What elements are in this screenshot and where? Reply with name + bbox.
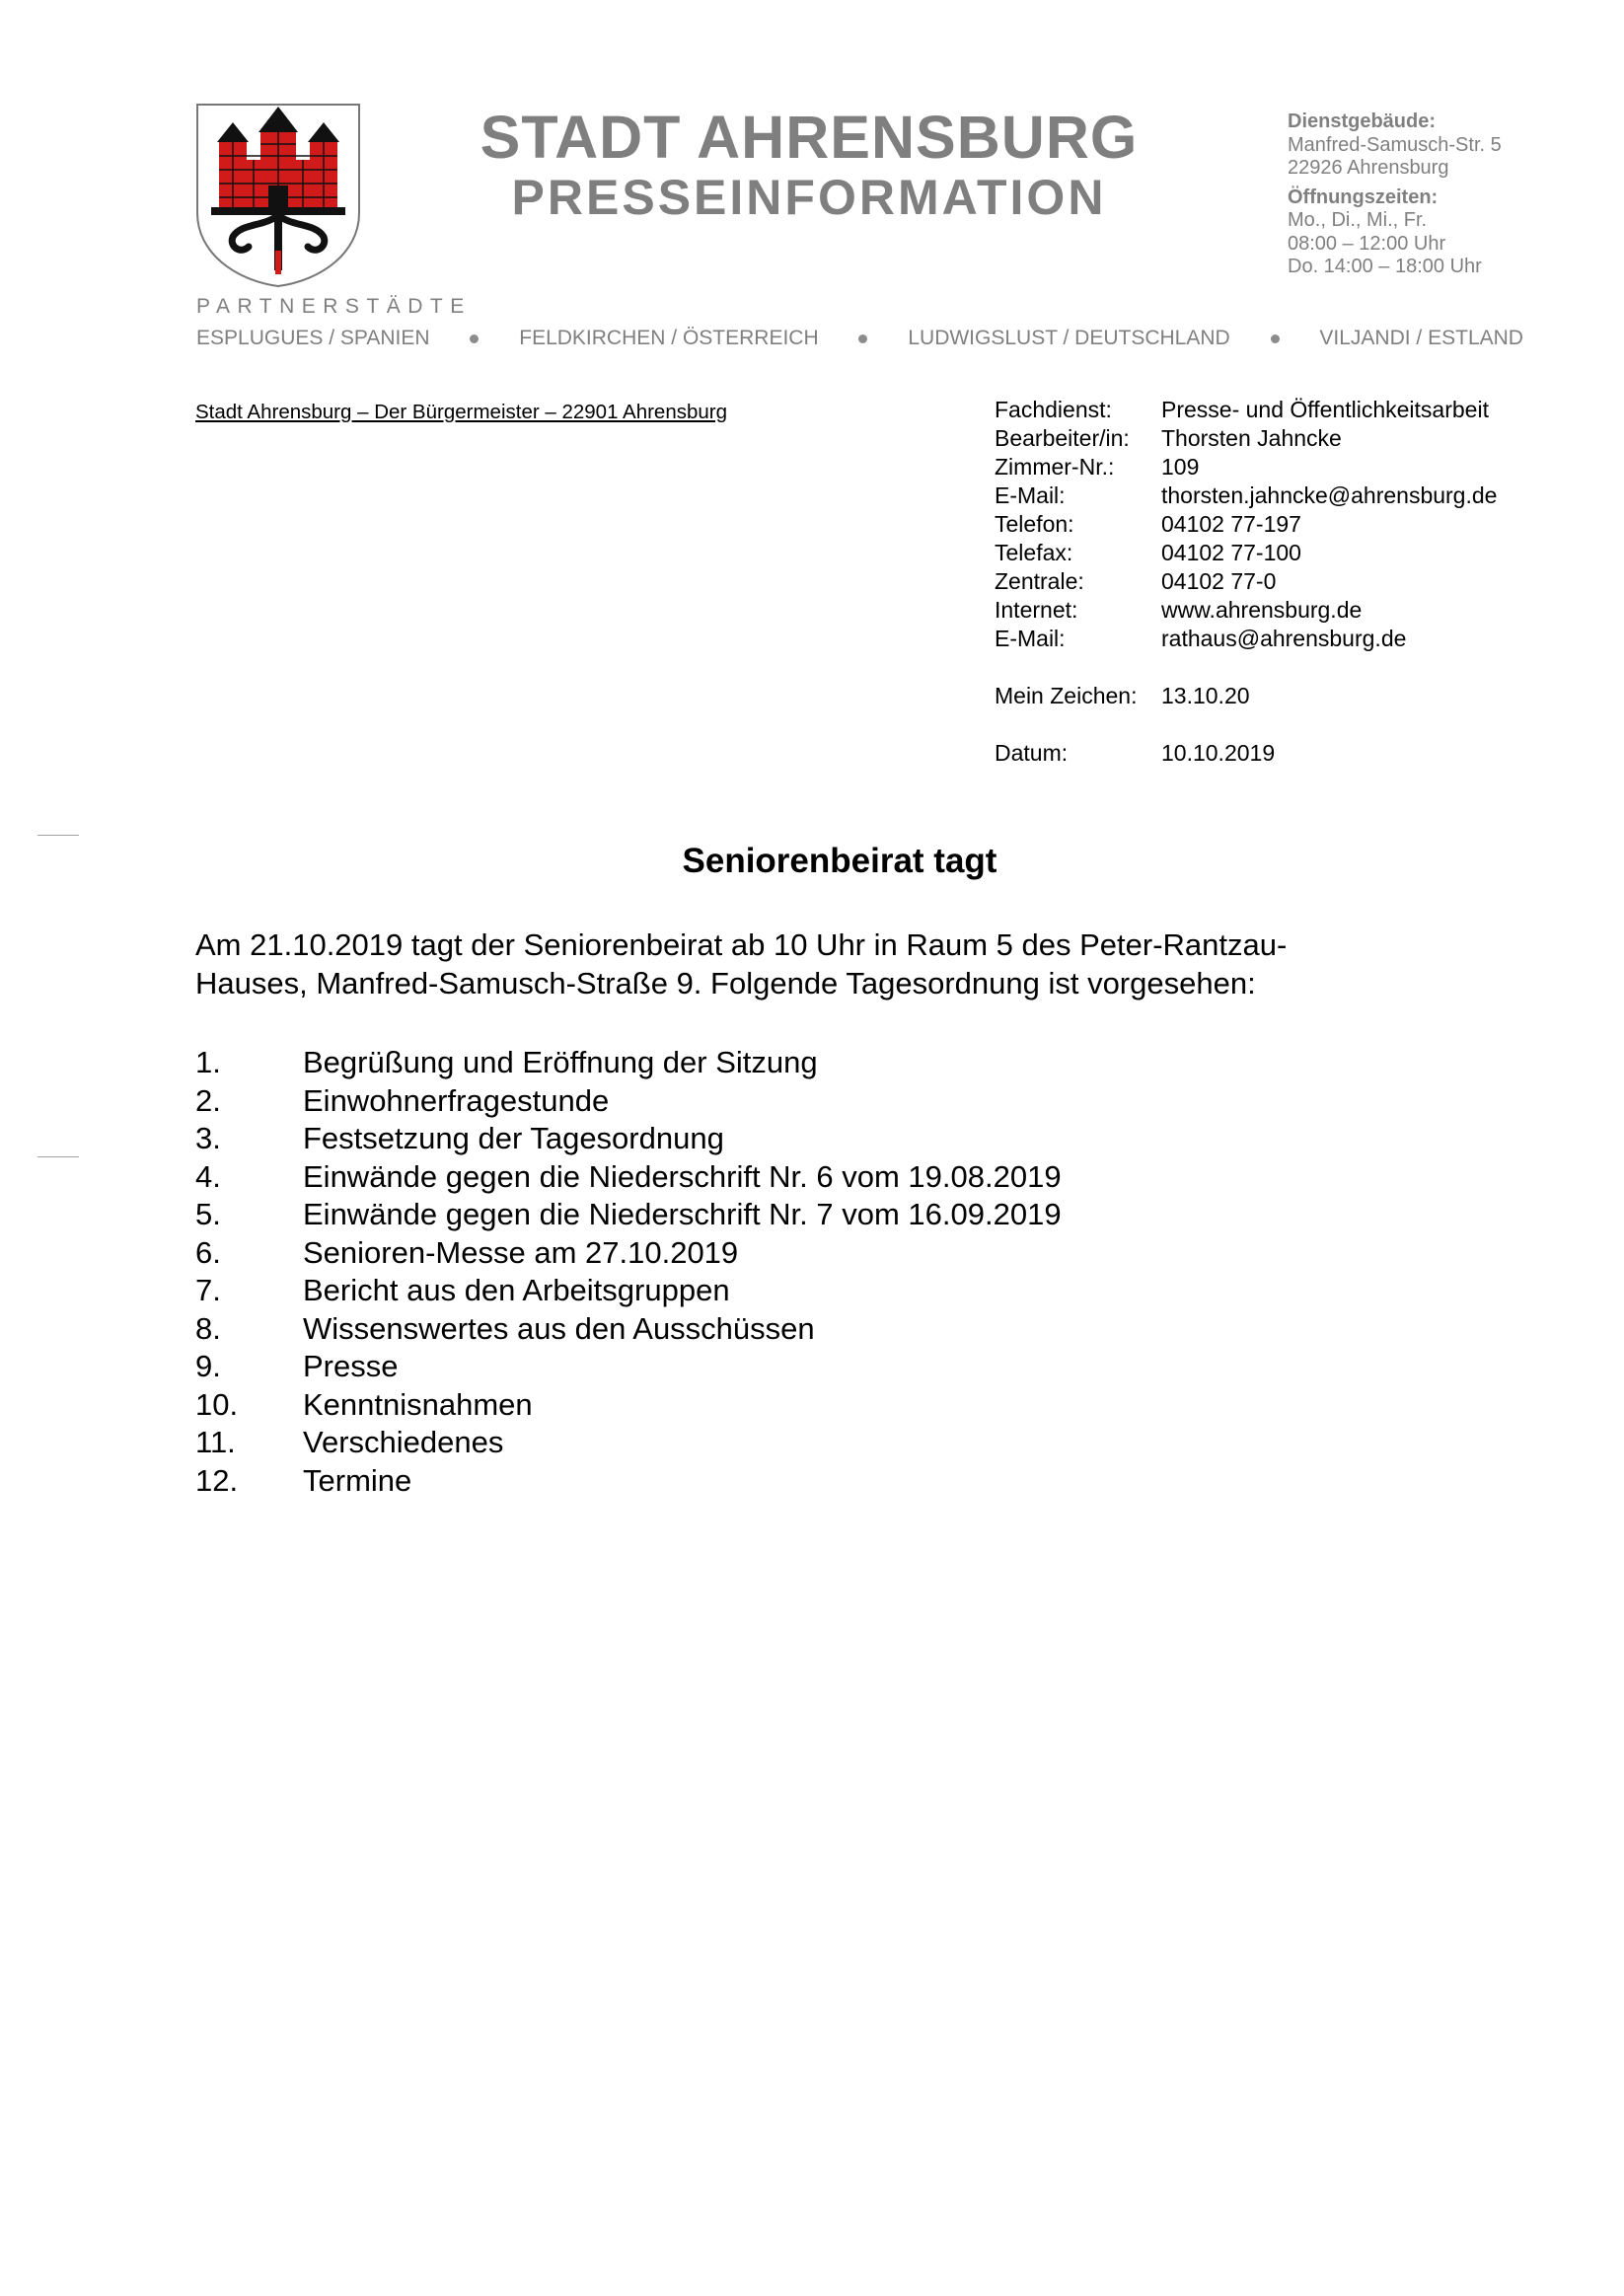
agenda-list xyxy=(195,1044,1062,1500)
agenda-number: 6. xyxy=(195,1234,221,1270)
contact-label: Fachdienst: xyxy=(995,397,1112,422)
bullet-icon xyxy=(470,334,479,343)
hours-line: 08:00 – 12:00 Uhr xyxy=(1288,232,1446,255)
date-row xyxy=(995,739,1497,768)
agenda-text: Einwohnerfragestunde xyxy=(303,1082,610,1118)
contact-value: 04102 77-0 xyxy=(1161,568,1277,594)
agenda-text: Einwände gegen die Niederschrift Nr. 7 vom 16.09.2019 xyxy=(303,1197,1062,1231)
agenda-number: 3. xyxy=(195,1121,221,1155)
date-label: Datum: xyxy=(995,740,1069,766)
agenda-item xyxy=(195,1386,1062,1425)
hours-line: Do. 14:00 – 18:00 Uhr xyxy=(1288,256,1482,277)
contact-row xyxy=(995,396,1497,424)
contact-website: www.ahrensburg.de xyxy=(1161,597,1363,623)
contact-value: 04102 77-100 xyxy=(1161,540,1301,565)
office-info xyxy=(1288,111,1603,279)
agenda-number: 10. xyxy=(195,1386,239,1422)
intro-line: Am 21.10.2019 tagt der Seniorenbeirat ab 10 Uhr in Raum 5 des Peter-Rantzau- xyxy=(195,927,1288,962)
agenda-item xyxy=(195,1462,1062,1501)
partner-city: VILJANDI / ESTLAND xyxy=(1319,327,1523,349)
agenda-item xyxy=(195,1196,1062,1234)
agenda-number: 9. xyxy=(195,1349,221,1383)
contact-value: 04102 77-197 xyxy=(1161,511,1301,537)
contact-label: Bearbeiter/in: xyxy=(995,425,1130,451)
agenda-text: Senioren-Messe am 27.10.2019 xyxy=(303,1234,739,1270)
agenda-item xyxy=(195,1272,1062,1310)
contact-row xyxy=(995,481,1497,510)
bullet-icon xyxy=(1271,334,1280,343)
agenda-text: Presse xyxy=(303,1349,399,1383)
agenda-item xyxy=(195,1424,1062,1462)
agenda-item xyxy=(195,1120,1062,1158)
header-subtitle: PRESSEINFORMATION xyxy=(511,170,1107,225)
agenda-number: 5. xyxy=(195,1197,221,1231)
address-line: Manfred-Samusch-Str. 5 xyxy=(1288,133,1502,156)
contact-value: Presse- und Öffentlichkeitsarbeit xyxy=(1161,397,1489,422)
hours-label: Öffnungszeiten: xyxy=(1288,185,1439,208)
agenda-number: 4. xyxy=(195,1158,221,1194)
intro-paragraph xyxy=(195,926,1439,1002)
agenda-number: 8. xyxy=(195,1310,221,1346)
contact-row xyxy=(995,567,1497,596)
punch-mark xyxy=(37,1156,79,1157)
agenda-text: Kenntnisnahmen xyxy=(303,1386,533,1422)
agenda-item xyxy=(195,1158,1062,1197)
partner-city: LUDWIGSLUST / DEUTSCHLAND xyxy=(908,327,1230,349)
agenda-text: Termine xyxy=(303,1462,412,1498)
bullet-icon xyxy=(858,334,867,343)
contact-label: Zentrale: xyxy=(995,568,1084,594)
agenda-text: Festsetzung der Tagesordnung xyxy=(303,1121,724,1155)
agenda-number: 12. xyxy=(195,1462,239,1498)
date-value: 10.10.2019 xyxy=(1161,740,1276,766)
contact-label: Internet: xyxy=(995,597,1078,623)
fold-mark xyxy=(37,835,79,836)
contact-email: thorsten.jahncke@ahrensburg.de xyxy=(1161,482,1498,508)
contact-label: E-Mail: xyxy=(995,626,1066,651)
contact-value: Thorsten Jahncke xyxy=(1161,425,1342,451)
building-label: Dienstgebäude: xyxy=(1288,111,1437,132)
agenda-number: 1. xyxy=(195,1045,221,1079)
coat-of-arms-logo xyxy=(195,103,361,288)
contact-label: E-Mail: xyxy=(995,482,1066,508)
contact-row xyxy=(995,625,1497,653)
agenda-number: 7. xyxy=(195,1273,221,1307)
contact-row xyxy=(995,596,1497,625)
reference-row xyxy=(995,682,1497,710)
contact-label: Telefon: xyxy=(995,511,1074,537)
agenda-text: Verschiedenes xyxy=(303,1425,504,1459)
agenda-item xyxy=(195,1310,1062,1349)
contact-email: rathaus@ahrensburg.de xyxy=(1161,626,1407,651)
contact-value: 109 xyxy=(1161,454,1200,480)
partner-cities-row xyxy=(196,325,1523,352)
agenda-number: 2. xyxy=(195,1082,221,1118)
sender-address-line: Stadt Ahrensburg – Der Bürgermeister – 22901 Ahrensburg xyxy=(195,401,728,423)
contact-label: Zimmer-Nr.: xyxy=(995,454,1115,480)
agenda-text: Einwände gegen die Niederschrift Nr. 6 vom 19.08.2019 xyxy=(303,1158,1062,1194)
contact-row xyxy=(995,539,1497,567)
agenda-item xyxy=(195,1234,1062,1273)
partner-cities-title: PARTNERSTÄDTE xyxy=(196,295,472,318)
agenda-item xyxy=(195,1044,1062,1082)
header-title: STADT AHRENSBURG xyxy=(480,104,1139,171)
agenda-text: Begrüßung und Eröffnung der Sitzung xyxy=(303,1045,818,1079)
agenda-number: 11. xyxy=(195,1425,236,1459)
address-line: 22926 Ahrensburg xyxy=(1288,157,1449,179)
reference-value: 13.10.20 xyxy=(1161,683,1250,708)
agenda-item xyxy=(195,1082,1062,1121)
contact-row xyxy=(995,424,1497,453)
contact-label: Telefax: xyxy=(995,540,1073,565)
contact-info-block xyxy=(995,396,1497,768)
reference-label: Mein Zeichen: xyxy=(995,683,1138,708)
agenda-item xyxy=(195,1348,1062,1386)
agenda-text: Bericht aus den Arbeitsgruppen xyxy=(303,1273,730,1307)
contact-row xyxy=(995,510,1497,539)
press-headline: Seniorenbeirat tagt xyxy=(682,842,997,880)
contact-row xyxy=(995,453,1497,481)
partner-city: FELDKIRCHEN / ÖSTERREICH xyxy=(519,327,819,349)
agenda-text: Wissenswertes aus den Ausschüssen xyxy=(303,1310,815,1346)
hours-line: Mo., Di., Mi., Fr. xyxy=(1288,209,1428,231)
intro-line: Hauses, Manfred-Samusch-Straße 9. Folgende Tagesordnung ist vorgesehen: xyxy=(195,965,1256,1000)
partner-city: ESPLUGUES / SPANIEN xyxy=(196,327,430,349)
